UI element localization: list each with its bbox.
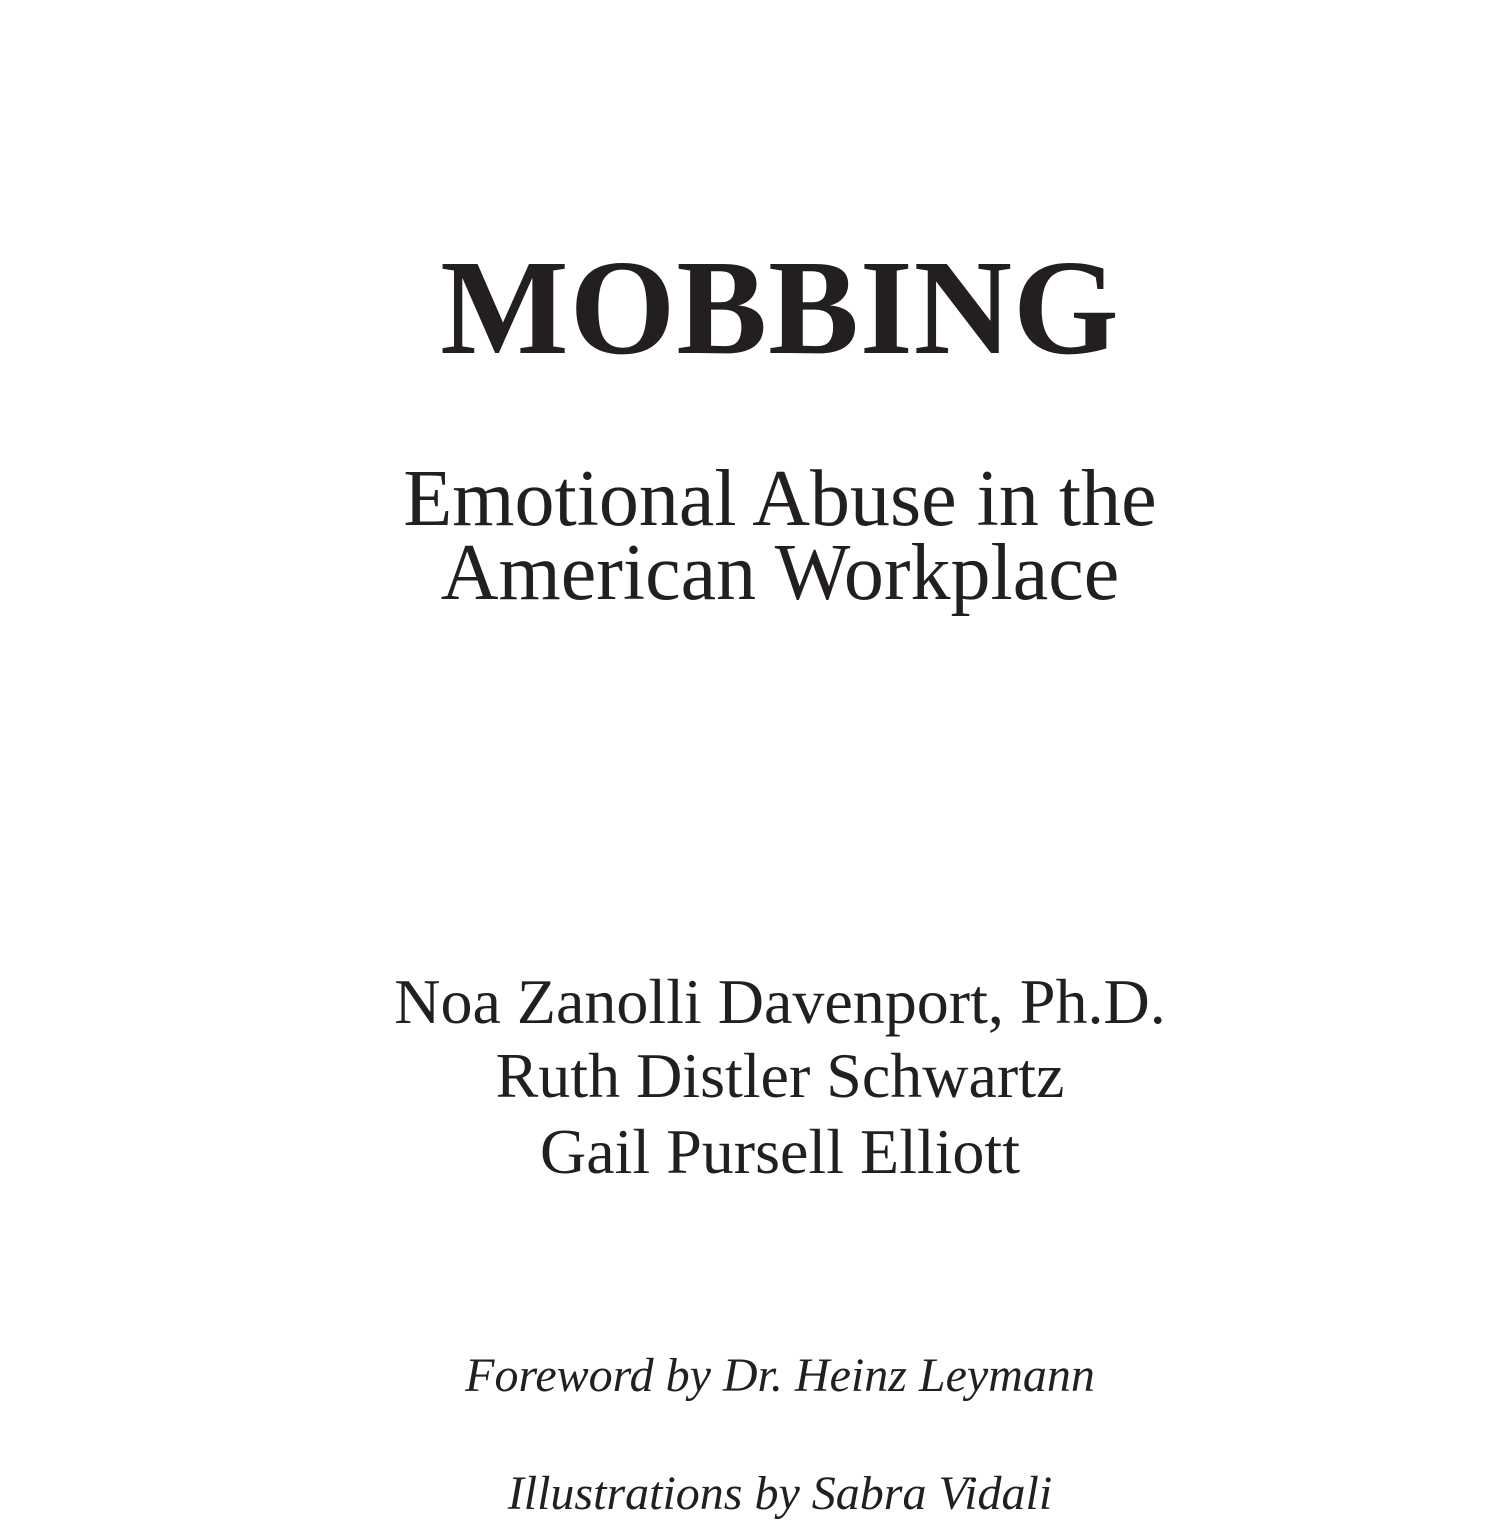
author-3: Gail Pursell Elliott <box>540 1116 1020 1187</box>
illustrations-credit: Illustrations by Sabra Vidali <box>507 1467 1053 1520</box>
author-2: Ruth Distler Schwartz <box>495 1040 1065 1111</box>
subtitle-line-1: Emotional Abuse in the <box>403 455 1157 543</box>
author-1: Noa Zanolli Davenport, Ph.D. <box>394 966 1166 1037</box>
book-title: MOBBING <box>440 233 1120 383</box>
foreword-credit: Foreword by Dr. Heinz Leymann <box>465 1349 1095 1402</box>
subtitle-line-2: American Workplace <box>440 529 1120 617</box>
